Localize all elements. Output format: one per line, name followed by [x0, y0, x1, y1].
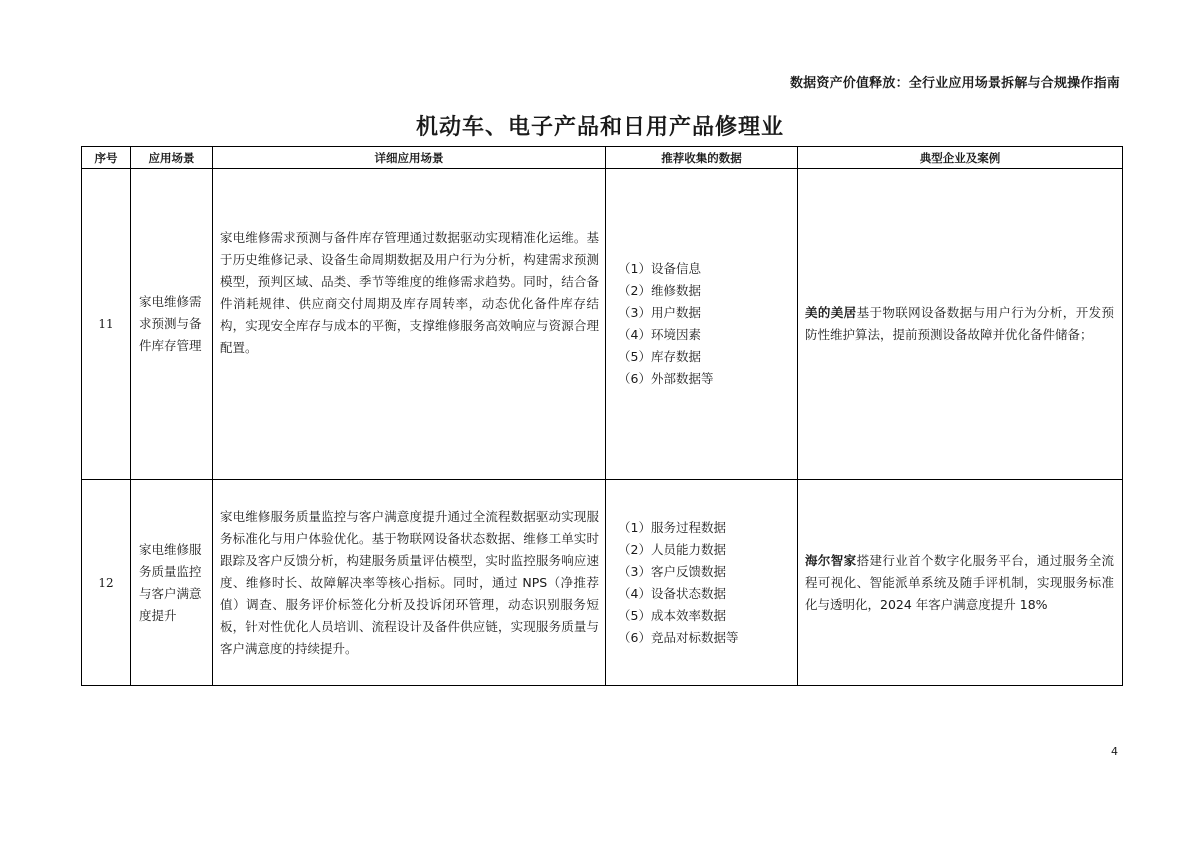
case-description: 基于物联网设备数据与用户行为分析，开发预防性维护算法，提前预测设备故障并优化备件储备；	[805, 305, 1114, 342]
data-item: （6）竞品对标数据等	[618, 629, 739, 645]
table-header-row	[82, 147, 1123, 169]
data-item: （1）设备信息	[618, 261, 701, 276]
column-header-scene: 应用场景	[131, 147, 213, 169]
data-item: （5）成本效率数据	[618, 607, 726, 623]
table-row	[82, 169, 1123, 480]
column-header-data: 推荐收集的数据	[606, 147, 798, 169]
row-case	[798, 169, 1123, 480]
company-name: 海尔智家	[805, 552, 857, 568]
row-detail: 家电维修服务质量监控与客户满意度提升通过全流程数据驱动实现服务标准化与用户体验优化。基于物联网设备状态数据、维修工单实时跟踪及客户反馈分析，构建服务质量评估模型，实时监控服务响应速度、维修时长、故障解决率等核心指标。同时，通过 NPS（净推荐值）调查、服务评价标签化分析及投诉闭环管理，动态识别服务短板，针对性优化人员培训、流程设计及备件供应链，实现服务质量与客户满意度的持续提升。	[213, 480, 606, 686]
data-item: （6）外部数据等	[618, 371, 714, 386]
column-header-detail: 详细应用场景	[213, 147, 606, 169]
case-description: 搭建行业首个数字化服务平台，通过服务全流程可视化、智能派单系统及随手评机制，实现服务标准化与透明化，2024 年客户满意度提升 18%	[805, 552, 1114, 612]
scenario-table	[81, 146, 1123, 686]
page-title: 机动车、电子产品和日用产品修理业	[415, 115, 784, 140]
data-item: （3）客户反馈数据	[618, 563, 726, 579]
row-seq: 12	[82, 480, 131, 686]
table-row	[82, 480, 1123, 686]
company-name: 美的美居	[805, 305, 857, 320]
data-item: （2）维修数据	[618, 283, 701, 298]
row-scene: 家电维修服务质量监控与客户满意度提升	[131, 480, 213, 686]
column-header-seq: 序号	[82, 147, 131, 169]
data-item: （2）人员能力数据	[618, 541, 726, 557]
data-item: （1）服务过程数据	[618, 519, 726, 535]
data-item: （4）设备状态数据	[618, 585, 726, 601]
row-case	[798, 480, 1123, 686]
data-item: （3）用户数据	[618, 305, 701, 320]
row-data-list	[606, 480, 798, 686]
data-item: （5）库存数据	[618, 349, 701, 364]
running-header: 数据资产价值释放：全行业应用场景拆解与合规操作指南	[789, 76, 1120, 91]
row-seq: 11	[82, 169, 131, 480]
page-number: 4	[1111, 745, 1118, 758]
column-header-case: 典型企业及案例	[798, 147, 1123, 169]
row-scene: 家电维修需求预测与备件库存管理	[131, 169, 213, 480]
row-data-list	[606, 169, 798, 480]
data-item: （4）环境因素	[618, 327, 701, 342]
row-detail: 家电维修需求预测与备件库存管理通过数据驱动实现精准化运维。基于历史维修记录、设备生命周期数据及用户行为分析，构建需求预测模型，预判区域、品类、季节等维度的维修需求趋势。同时，结合备件消耗规律、供应商交付周期及库存周转率，动态优化备件库存结构，实现安全库存与成本的平衡，支撑维修服务高效响应与资源合理配置。	[213, 169, 606, 480]
